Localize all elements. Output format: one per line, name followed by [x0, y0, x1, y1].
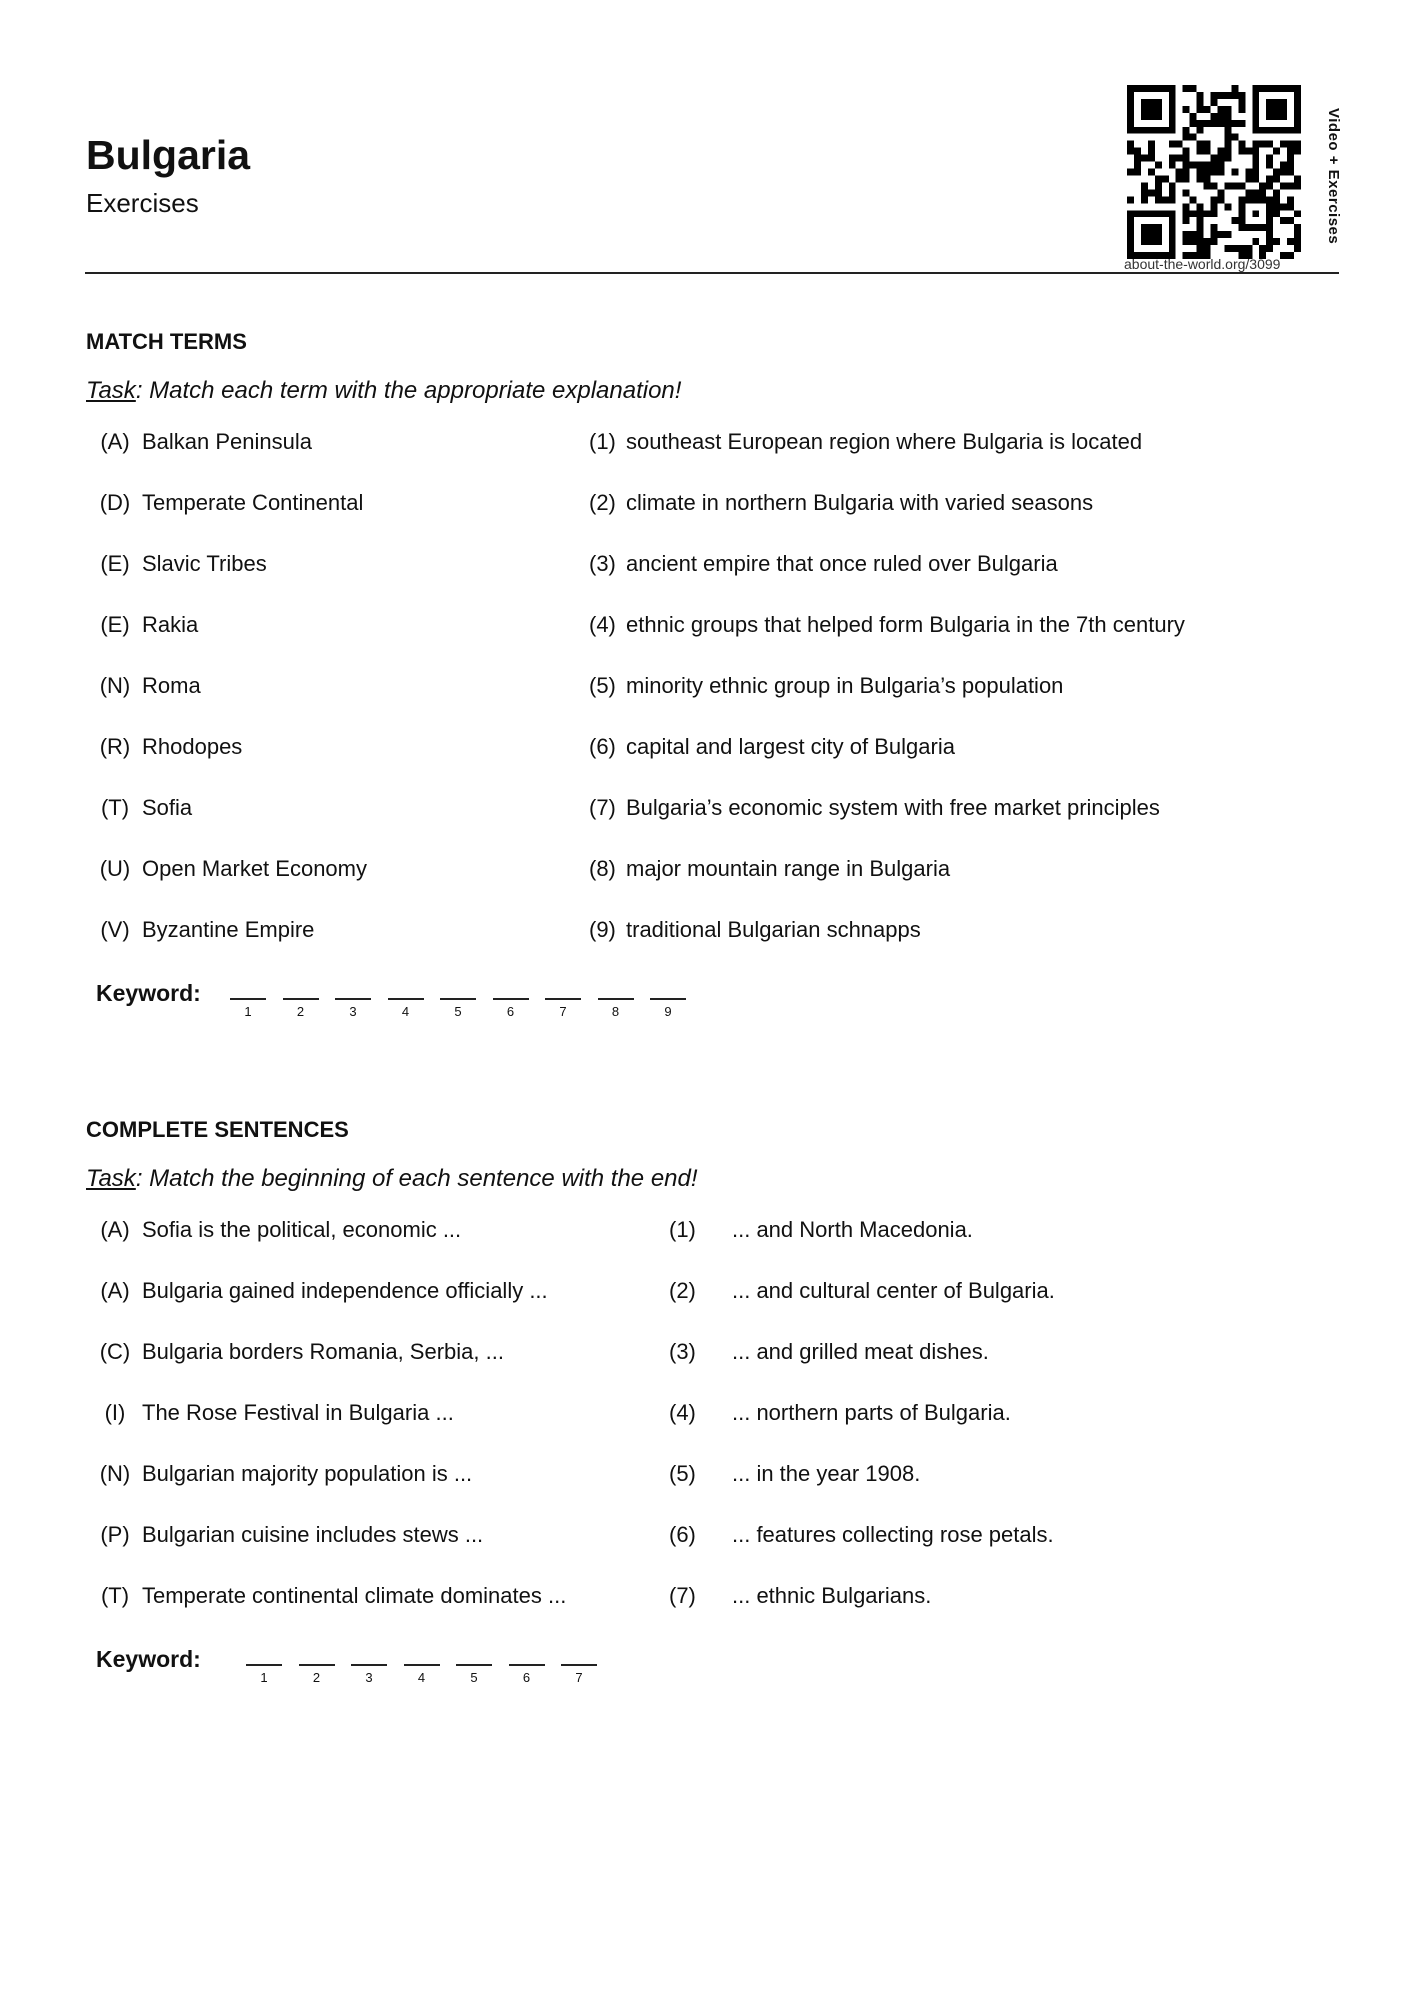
item-number: (1): [669, 1217, 696, 1242]
item-term: Open Market Economy: [142, 856, 367, 881]
list-item: [86, 1278, 1326, 1339]
list-item: [86, 429, 1326, 490]
list-item: [86, 1522, 1326, 1583]
keyword-area: [86, 1644, 1326, 1704]
keyword-blank-number: 7: [559, 1004, 567, 1019]
item-label: (U): [99, 856, 131, 881]
keyword-blank[interactable]: [545, 998, 581, 1000]
keyword-blank-number: 1: [244, 1004, 252, 1019]
item-explanation: climate in northern Bulgaria with varied seasons: [626, 490, 1094, 515]
item-term: Slavic Tribes: [142, 551, 267, 576]
item-label: (A): [100, 1278, 130, 1303]
item-number: (7): [669, 1583, 696, 1608]
keyword-blank-number: 3: [349, 1004, 357, 1019]
keyword-blank-number: 5: [454, 1004, 462, 1019]
item-term: Byzantine Empire: [142, 917, 315, 942]
keyword-blank[interactable]: [440, 998, 476, 1000]
item-label: (D): [99, 490, 131, 515]
item-number: (4): [589, 612, 616, 637]
item-explanation: ... northern parts of Bulgaria.: [732, 1400, 1011, 1425]
keyword-blank[interactable]: [561, 1664, 597, 1666]
item-term: Balkan Peninsula: [142, 429, 313, 454]
keyword-blank-number: 4: [417, 1670, 426, 1685]
item-number: (9): [589, 917, 616, 942]
keyword-blank-number: 8: [611, 1004, 620, 1019]
keyword-blank[interactable]: [598, 998, 634, 1000]
keyword-blank[interactable]: [283, 998, 319, 1000]
task-label: Task: [86, 1165, 136, 1192]
item-number: (6): [589, 734, 616, 759]
page-subtitle: Exercises: [86, 188, 199, 218]
task-text: : Match each term with the appropriate explanation!: [135, 377, 682, 404]
item-label: (A): [100, 1217, 130, 1242]
item-explanation: ancient empire that once ruled over Bulgaria: [626, 551, 1058, 576]
task-label: Task: [86, 377, 136, 404]
item-number: (8): [589, 856, 616, 881]
item-label: (E): [100, 612, 130, 637]
list-item: [86, 1400, 1326, 1461]
item-number: (1): [589, 429, 616, 454]
item-label: (N): [99, 673, 131, 698]
keyword-area: [86, 978, 1326, 1038]
keyword-blank-number: 2: [296, 1004, 305, 1019]
item-number: (2): [589, 490, 616, 515]
keyword-blank-number: 4: [401, 1004, 410, 1019]
item-explanation: southeast European region where Bulgaria is located: [626, 429, 1143, 454]
keyword-label: Keyword:: [96, 1646, 201, 1672]
list-item: [86, 612, 1326, 673]
keyword-blank-number: 1: [260, 1670, 268, 1685]
item-term: Roma: [142, 673, 201, 698]
list-item: [86, 917, 1326, 978]
sentence-rows: [86, 1217, 1326, 1644]
keyword-blank[interactable]: [246, 1664, 282, 1666]
item-term: Rakia: [142, 612, 199, 637]
match-rows: [86, 429, 1326, 978]
keyword-blank[interactable]: [230, 998, 266, 1000]
list-item: [86, 1339, 1326, 1400]
item-explanation: major mountain range in Bulgaria: [626, 856, 951, 881]
item-explanation: capital and largest city of Bulgaria: [626, 734, 955, 759]
keyword-blank[interactable]: [456, 1664, 492, 1666]
keyword-blank-number: 3: [365, 1670, 373, 1685]
keyword-blank-number: 9: [664, 1004, 672, 1019]
keyword-blank[interactable]: [509, 1664, 545, 1666]
keyword-blank[interactable]: [493, 998, 529, 1000]
item-explanation: ... features collecting rose petals.: [732, 1522, 1054, 1547]
item-label: (R): [99, 734, 131, 759]
header: [86, 132, 251, 219]
item-label: (T): [100, 1583, 130, 1608]
item-label: (E): [100, 551, 130, 576]
keyword-blank-number: 2: [312, 1670, 321, 1685]
list-item: [86, 856, 1326, 917]
qr-code-icon[interactable]: [1126, 85, 1302, 259]
list-item: [86, 734, 1326, 795]
keyword-blank-number: 5: [470, 1670, 478, 1685]
item-explanation: ... and grilled meat dishes.: [732, 1339, 989, 1364]
list-item: [86, 490, 1326, 551]
item-label: (N): [99, 1461, 131, 1486]
list-item: [86, 1583, 1326, 1644]
keyword-blank[interactable]: [388, 998, 424, 1000]
item-term: Temperate continental climate dominates ...: [142, 1583, 567, 1608]
item-term: Temperate Continental: [142, 490, 364, 515]
item-number: (5): [589, 673, 616, 698]
header-divider: [85, 272, 1339, 274]
item-label: (I): [104, 1400, 126, 1425]
task-text: : Match the beginning of each sentence with the end!: [135, 1165, 698, 1192]
item-explanation: Bulgaria’s economic system with free market principles: [626, 795, 1160, 820]
item-label: (V): [100, 917, 130, 942]
item-number: (3): [669, 1339, 696, 1364]
page-title: Bulgaria: [86, 132, 251, 178]
item-term: Bulgaria borders Romania, Serbia, ...: [142, 1339, 504, 1364]
item-number: (6): [669, 1522, 696, 1547]
keyword-blank-number: 6: [506, 1004, 515, 1019]
keyword-blank[interactable]: [650, 998, 686, 1000]
keyword-blank-number: 6: [522, 1670, 531, 1685]
item-explanation: ... in the year 1908.: [732, 1461, 921, 1486]
item-term: Bulgarian cuisine includes stews ...: [142, 1522, 484, 1547]
item-label: (A): [100, 429, 130, 454]
section-title: MATCH TERMS: [86, 329, 247, 354]
task-instruction: [86, 1165, 1326, 1193]
item-number: (5): [669, 1461, 696, 1486]
section-match-terms: [86, 329, 1326, 1038]
item-term: The Rose Festival in Bulgaria ...: [142, 1400, 454, 1425]
list-item: [86, 673, 1326, 734]
item-term: Bulgaria gained independence officially ...: [142, 1278, 548, 1303]
item-number: (4): [669, 1400, 696, 1425]
item-explanation: minority ethnic group in Bulgaria’s population: [626, 673, 1064, 698]
keyword-blank[interactable]: [299, 1664, 335, 1666]
item-number: (7): [589, 795, 616, 820]
list-item: [86, 1461, 1326, 1522]
item-term: Sofia: [142, 795, 193, 820]
item-term: Bulgarian majority population is ...: [142, 1461, 473, 1486]
item-explanation: ... and cultural center of Bulgaria.: [732, 1278, 1055, 1303]
side-label: Video + Exercises: [1325, 108, 1342, 245]
qr-url: about-the-world.org/3099: [1124, 256, 1281, 272]
section-title: COMPLETE SENTENCES: [86, 1117, 349, 1142]
item-explanation: traditional Bulgarian schnapps: [626, 917, 921, 942]
item-number: (2): [669, 1278, 696, 1303]
item-term: Rhodopes: [142, 734, 243, 759]
keyword-blank[interactable]: [335, 998, 371, 1000]
keyword-blank[interactable]: [351, 1664, 387, 1666]
item-number: (3): [589, 551, 616, 576]
list-item: [86, 551, 1326, 612]
keyword-blank[interactable]: [404, 1664, 440, 1666]
item-term: Sofia is the political, economic ...: [142, 1217, 462, 1242]
item-label: (C): [99, 1339, 131, 1364]
keyword-label: Keyword:: [96, 980, 201, 1006]
item-explanation: ... ethnic Bulgarians.: [732, 1583, 932, 1608]
list-item: [86, 1217, 1326, 1278]
item-label: (T): [100, 795, 130, 820]
keyword-blank-number: 7: [575, 1670, 583, 1685]
section-complete-sentences: [86, 1117, 1326, 1704]
item-label: (P): [100, 1522, 130, 1547]
item-explanation: ... and North Macedonia.: [732, 1217, 973, 1242]
item-explanation: ethnic groups that helped form Bulgaria in the 7th century: [626, 612, 1185, 637]
task-instruction: [86, 377, 1326, 405]
list-item: [86, 795, 1326, 856]
